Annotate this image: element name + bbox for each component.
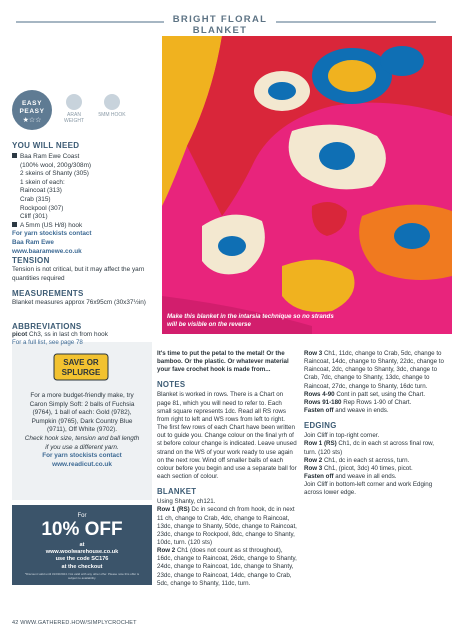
- list-item: Raincoat (313): [20, 187, 62, 195]
- blanket-heading: BLANKET: [157, 487, 197, 497]
- yarn-ball-icon: [66, 94, 82, 110]
- offer-line: at the checkout: [61, 563, 103, 570]
- offer-for-label: For: [77, 513, 87, 519]
- list-item: Crab (315): [20, 195, 51, 203]
- budget-stockists-link[interactable]: www.readicut.co.uk: [52, 460, 112, 468]
- skill-badges: [12, 90, 152, 132]
- article-column-1: [157, 350, 297, 588]
- budget-stockists-line: For yarn stockists contact: [42, 452, 122, 460]
- pattern-row: Row 1 (RS) Dc in second ch from hook, dc in next 11 ch, change to Crab, 4dc, change to Raincoat, 13dc, change to Shanty, 50dc, change to Raincoat, 23dc, change to Rockpool, 8dc, change to Shanty, 10dc, turn. (120 sts): [157, 506, 297, 546]
- pattern-row: Row 3 Ch1, (picot, 3dc) 40 times, picot.: [304, 464, 413, 472]
- page-title: BRIGHT FLORAL BLANKET: [172, 14, 268, 36]
- materials-list: [12, 153, 162, 256]
- offer-line: at: [79, 542, 85, 548]
- pattern-row: Fasten off and weave in ends.: [304, 407, 389, 415]
- article-column-2: [304, 350, 444, 498]
- bullet-square-icon: [12, 153, 17, 158]
- offer-code: use the code SC176: [55, 556, 109, 563]
- stockists-name: Baa Ram Ewe: [12, 238, 54, 246]
- you-will-need-heading: YOU WILL NEED: [12, 141, 80, 150]
- tension-text: Tension is not critical, but it may affect the yarn quantities required: [12, 266, 145, 282]
- svg-text:SPLURGE: SPLURGE: [61, 368, 101, 377]
- pattern-row: Row 2 Ch1, dc in each st across, turn.: [304, 456, 410, 464]
- list-item: 1 skein of each:: [20, 178, 65, 186]
- abbreviations-link[interactable]: For a full list, see page 78: [12, 339, 83, 346]
- budget-yarn-note: Check hook size, tension and ball length if you use a different yarn.: [24, 434, 140, 451]
- measurements-text: Blanket measures approx 76x95cm (30x37½in): [12, 299, 146, 306]
- stockists-link[interactable]: www.baaramewe.co.uk: [12, 247, 82, 255]
- hook-size-label: 5MM HOOK: [98, 112, 126, 118]
- blanket-photo: [162, 36, 452, 334]
- notes-text: Blanket is worked in rows. There is a Chart on page 81, which you will need to refer to. Each small square represents 1dc. Read all RS rows from right to left and WS rows from left to right. The first few rows of each Chart have been written out to guide you. Change colour on the final yrh of st before colour change is indicated. Leave unused strand on the WS of your work ready to use again on the next row. Wind off smaller balls of each colour before you begin and use a separate ball for each section of colour.: [157, 391, 297, 481]
- abbreviations-heading: ABBREVIATIONS: [12, 322, 82, 331]
- list-item: Baa Ram Ewe Coast: [12, 153, 162, 162]
- pattern-row: Row 1 (RS) Ch1, dc in each st across final row, turn. (120 sts): [304, 440, 434, 456]
- pattern-row: Rows 91-180 Rep Rows 1-90 of Chart.: [304, 398, 412, 406]
- header-rule-right: [276, 21, 436, 23]
- edging-final: Join Cliff in bottom-left corner and work Edging across lower edge.: [304, 481, 433, 497]
- bullet-square-icon: [12, 222, 17, 227]
- tension-heading: TENSION: [12, 256, 50, 265]
- budget-yarn-description: For a more budget-friendly make, try Caron Simply Soft: 2 balls of Fuchsia (9764), 1 ball of each: Gold (9782), Pumpkin (9765), Dark Country Blue (9711), Off White (9702).: [29, 392, 135, 434]
- list-item: Rockpool (307): [20, 204, 64, 212]
- page-footer: 42 WWW.GATHERED.HOW/SIMPLYCROCHET: [12, 620, 137, 626]
- save-or-splurge-logo: [52, 352, 110, 382]
- list-item: A 5mm (US H/8) hook: [12, 222, 162, 231]
- blanket-intro: Using Shanty, ch121.: [157, 498, 216, 506]
- star-rating-icon: ★☆☆: [22, 117, 42, 124]
- easy-peasy-badge: [12, 90, 52, 130]
- list-item: Cliff (301): [20, 213, 48, 221]
- list-item: 2 skeins of Shanty (305): [20, 170, 89, 178]
- svg-text:SAVE OR: SAVE OR: [63, 358, 99, 367]
- hook-icon: [104, 94, 120, 110]
- notes-heading: NOTES: [157, 380, 186, 390]
- photo-caption: Make this blanket in the intarsia technique so no strands will be visible on the reverse: [167, 313, 334, 329]
- pattern-row: Row 2 Ch1 (does not count as st throughout), 16dc, change to Raincoat, 26dc, change to Shanty, 24dc, change to Raincoat, 1dc, change to Shanty, 23dc, change to Raincoat, 14dc, change to Crab, 5dc, change to Shanty, 11dc, turn.: [157, 547, 297, 587]
- yarn-weight-label: ARAN WEIGHT: [64, 112, 84, 124]
- budget-yarn-text: [24, 392, 140, 469]
- offer-details: [12, 542, 152, 571]
- pattern-row: Row 3 Ch1, 11dc, change to Crab, 5dc, change to Raincoat, 14dc, change to Shanty, 22dc, change to Raincoat, 2dc, change to Shanty, 3dc, change to Crab, 7dc, change to Shanty, 13dc, change to Raincoat, 27dc, change to Shanty, 16dc turn.: [304, 350, 444, 390]
- discount-offer-box: [12, 505, 152, 585]
- stockists-line: For yarn stockists contact: [12, 230, 92, 238]
- header-rule-left: [16, 21, 164, 23]
- article-intro: It's time to put the petal to the metal! Or the bamboo. Or the plastic. Or whatever material your fave crochet hook is made from...: [157, 350, 289, 374]
- list-item: (100% wool, 200g/308m): [20, 161, 92, 169]
- offer-link[interactable]: www.woolwarehouse.co.uk: [45, 549, 119, 556]
- offer-discount: 10% OFF: [41, 519, 123, 540]
- abbreviation-term: picot: [12, 331, 28, 338]
- measurements-heading: MEASUREMENTS: [12, 289, 84, 298]
- edging-heading: EDGING: [304, 421, 337, 431]
- edging-intro: Join Cliff in top-right corner.: [304, 432, 380, 440]
- pattern-row: Rows 4-90 Cont in patt set, using the Chart.: [304, 390, 426, 398]
- offer-fine-print: *Discount valid until 31/03/2024. Not valid with any other offer. Please note this offer is subject to availability.: [24, 572, 140, 580]
- abbreviations-text: picot Ch3, ss in last ch from hook: [12, 331, 108, 338]
- pattern-row: Fasten off and weave in all ends.: [304, 473, 397, 481]
- skill-level-label: EASY PEASY: [19, 100, 45, 115]
